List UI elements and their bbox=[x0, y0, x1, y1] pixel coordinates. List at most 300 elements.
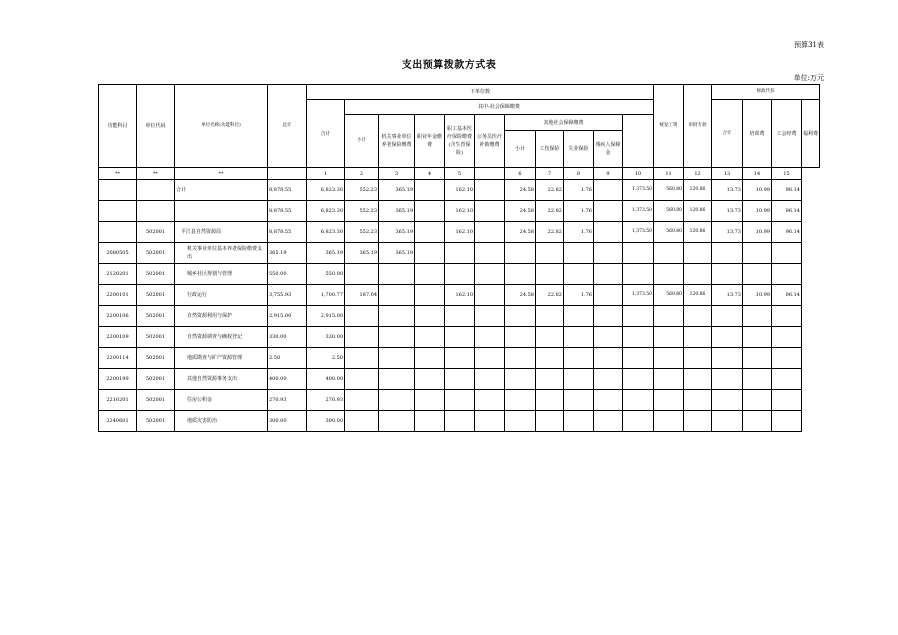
cell-disabled bbox=[594, 180, 623, 201]
cell-total: 270.93 bbox=[268, 390, 307, 411]
cell-ss-subtotal: 552.23 bbox=[345, 201, 379, 222]
cell-union bbox=[743, 348, 772, 369]
cell-injury: 22.82 bbox=[536, 285, 564, 306]
cell-unemployment bbox=[564, 327, 594, 348]
header-fiscal: 财政代扣 bbox=[712, 85, 820, 100]
cell-medical bbox=[445, 411, 475, 432]
cell-annuity bbox=[415, 201, 445, 222]
cell-unit-code: 502001 bbox=[137, 411, 175, 432]
cell-welfare bbox=[772, 369, 802, 390]
cell-direct-pay bbox=[623, 264, 654, 285]
cell-unemployment: 1.76 bbox=[564, 201, 594, 222]
cell-welfare: 96.14 bbox=[772, 180, 802, 201]
cell-civil-medical bbox=[475, 390, 505, 411]
seq-number: 3 bbox=[379, 168, 415, 180]
cell-medical bbox=[445, 243, 475, 264]
cell-union: 10.99 bbox=[743, 222, 772, 243]
cell-training bbox=[712, 390, 743, 411]
cell-ss-subtotal bbox=[345, 264, 379, 285]
cell-civil-medical bbox=[475, 285, 505, 306]
cell-review bbox=[654, 306, 684, 327]
cell-injury: 22.82 bbox=[536, 180, 564, 201]
cell-other-subtotal bbox=[505, 327, 536, 348]
cell-fiscal-total: 120.86 bbox=[684, 222, 712, 243]
cell-unemployment bbox=[564, 369, 594, 390]
cell-total: 2.50 bbox=[268, 348, 307, 369]
cell-fiscal-total bbox=[684, 411, 712, 432]
seq-empty bbox=[475, 168, 505, 180]
cell-welfare bbox=[772, 306, 802, 327]
cell-other-subtotal bbox=[505, 348, 536, 369]
header-fiscal-total: 合计 bbox=[712, 100, 743, 168]
table-row bbox=[99, 180, 820, 201]
cell-training bbox=[712, 243, 743, 264]
cell-welfare bbox=[772, 348, 802, 369]
cell-welfare bbox=[772, 390, 802, 411]
cell-annuity bbox=[415, 243, 445, 264]
cell-annuity bbox=[415, 411, 445, 432]
cell-func-code bbox=[99, 201, 137, 222]
cell-welfare bbox=[772, 264, 802, 285]
cell-pension bbox=[379, 327, 415, 348]
cell-ss-subtotal: 552.23 bbox=[345, 180, 379, 201]
cell-pension: 365.19 bbox=[379, 243, 415, 264]
form-number: 预算31表 bbox=[794, 41, 824, 49]
table-row bbox=[99, 285, 820, 306]
cell-training: 13.73 bbox=[712, 285, 743, 306]
header-pension: 机关事业单位养老保险缴费 bbox=[379, 115, 415, 168]
cell-unit-code: 502001 bbox=[137, 390, 175, 411]
seq-number: 14 bbox=[743, 168, 772, 180]
cell-sum: 270.93 bbox=[307, 390, 345, 411]
cell-unemployment: 1.76 bbox=[564, 285, 594, 306]
cell-ss-subtotal: 187.04 bbox=[345, 285, 379, 306]
cell-training bbox=[712, 327, 743, 348]
cell-func-code: 2210201 bbox=[99, 390, 137, 411]
cell-other-subtotal bbox=[505, 264, 536, 285]
cell-annuity bbox=[415, 222, 445, 243]
cell-fiscal-total bbox=[684, 306, 712, 327]
table-row bbox=[99, 390, 820, 411]
header-injury: 工伤保险 bbox=[536, 131, 564, 168]
cell-unit-name: 地质灾害防治 bbox=[175, 411, 268, 432]
cell-review bbox=[654, 348, 684, 369]
cell-fiscal-total bbox=[684, 243, 712, 264]
cell-unit-code bbox=[137, 180, 175, 201]
table-row bbox=[99, 369, 820, 390]
cell-total: 550.00 bbox=[268, 264, 307, 285]
cell-other-subtotal bbox=[505, 243, 536, 264]
cell-annuity bbox=[415, 264, 445, 285]
cell-pension bbox=[379, 369, 415, 390]
cell-medical bbox=[445, 348, 475, 369]
cell-injury bbox=[536, 264, 564, 285]
cell-union bbox=[743, 264, 772, 285]
table-row bbox=[99, 306, 820, 327]
seq-number: 11 bbox=[654, 168, 684, 180]
cell-func-code: 2080505 bbox=[99, 243, 137, 264]
cell-other-subtotal bbox=[505, 369, 536, 390]
cell-civil-medical bbox=[475, 411, 505, 432]
seq-number: 10 bbox=[623, 168, 654, 180]
header-civil-medical: 公务员医疗补助缴费 bbox=[475, 115, 505, 168]
seq-number: 4 bbox=[415, 168, 445, 180]
header-training: 培训费 bbox=[743, 100, 772, 168]
cell-pension bbox=[379, 348, 415, 369]
cell-pension: 365.19 bbox=[379, 180, 415, 201]
cell-medical: 162.10 bbox=[445, 201, 475, 222]
cell-training: 13.73 bbox=[712, 201, 743, 222]
cell-sum: 2,915.00 bbox=[307, 306, 345, 327]
cell-unemployment bbox=[564, 243, 594, 264]
cell-injury bbox=[536, 348, 564, 369]
cell-direct-pay bbox=[623, 348, 654, 369]
cell-total: 8,878.55 bbox=[268, 201, 307, 222]
cell-direct-pay: 1,373.50 bbox=[623, 201, 654, 222]
cell-other-subtotal: 24.58 bbox=[505, 222, 536, 243]
cell-pension bbox=[379, 285, 415, 306]
cell-unemployment bbox=[564, 264, 594, 285]
header-lower-units: 下单位数 bbox=[307, 85, 654, 100]
cell-annuity bbox=[415, 348, 445, 369]
cell-ss-subtotal bbox=[345, 369, 379, 390]
cell-pension bbox=[379, 264, 415, 285]
table-row bbox=[99, 222, 820, 243]
unit-label: 单位:万元 bbox=[793, 74, 824, 82]
cell-unit-code: 502001 bbox=[137, 348, 175, 369]
cell-fiscal-total bbox=[684, 327, 712, 348]
cell-ss-subtotal bbox=[345, 306, 379, 327]
header-total: 总计 bbox=[268, 85, 307, 168]
cell-civil-medical bbox=[475, 327, 505, 348]
cell-civil-medical bbox=[475, 348, 505, 369]
cell-pension bbox=[379, 306, 415, 327]
cell-ss-subtotal bbox=[345, 348, 379, 369]
cell-welfare bbox=[772, 327, 802, 348]
cell-review bbox=[654, 327, 684, 348]
cell-training bbox=[712, 306, 743, 327]
cell-union bbox=[743, 327, 772, 348]
cell-annuity bbox=[415, 306, 445, 327]
header-func-code: 功能科目 bbox=[99, 85, 137, 168]
cell-injury bbox=[536, 306, 564, 327]
cell-pension bbox=[379, 411, 415, 432]
cell-injury bbox=[536, 369, 564, 390]
cell-union: 10.99 bbox=[743, 285, 772, 306]
cell-pension: 365.19 bbox=[379, 222, 415, 243]
cell-unemployment: 1.76 bbox=[564, 180, 594, 201]
cell-fiscal-total bbox=[684, 390, 712, 411]
cell-unit-name: 住房公积金 bbox=[175, 390, 268, 411]
cell-sum: 300.00 bbox=[307, 411, 345, 432]
cell-injury bbox=[536, 243, 564, 264]
cell-total: 400.00 bbox=[268, 369, 307, 390]
header-unit-name: 单位名称(功能科目) bbox=[175, 85, 268, 168]
header-unit-code: 单位代码 bbox=[137, 85, 175, 168]
cell-civil-medical bbox=[475, 369, 505, 390]
cell-medical bbox=[445, 369, 475, 390]
cell-welfare bbox=[772, 411, 802, 432]
cell-sum: 6,823.30 bbox=[307, 222, 345, 243]
cell-unit-name bbox=[175, 201, 268, 222]
table-row bbox=[99, 201, 820, 222]
cell-union bbox=[743, 369, 772, 390]
table-row bbox=[99, 327, 820, 348]
cell-training: 13.73 bbox=[712, 222, 743, 243]
cell-unemployment bbox=[564, 348, 594, 369]
cell-unit-name: 合计 bbox=[175, 180, 268, 201]
seq-number: 1 bbox=[307, 168, 345, 180]
seq-star: ** bbox=[137, 168, 175, 180]
header-unemployment: 失业保险 bbox=[564, 131, 594, 168]
seq-star: ** bbox=[99, 168, 137, 180]
cell-welfare: 96.14 bbox=[772, 222, 802, 243]
cell-other-subtotal bbox=[505, 390, 536, 411]
header-review: 审批专款 bbox=[684, 85, 712, 168]
cell-total: 3,755.93 bbox=[268, 285, 307, 306]
cell-total: 365.19 bbox=[268, 243, 307, 264]
cell-func-code: 2240601 bbox=[99, 411, 137, 432]
cell-direct-pay: 1,373.50 bbox=[623, 285, 654, 306]
cell-fiscal-total: 120.86 bbox=[684, 201, 712, 222]
cell-union bbox=[743, 243, 772, 264]
cell-ss-subtotal: 365.19 bbox=[345, 243, 379, 264]
cell-total: 8,878.55 bbox=[268, 222, 307, 243]
cell-unit-code: 502001 bbox=[137, 306, 175, 327]
cell-func-code: 2120201 bbox=[99, 264, 137, 285]
cell-medical bbox=[445, 390, 475, 411]
cell-direct-pay bbox=[623, 411, 654, 432]
table-row bbox=[99, 348, 820, 369]
cell-annuity bbox=[415, 180, 445, 201]
header-medical: 职工基本医疗保险缴费(含生育保险) bbox=[445, 115, 475, 168]
cell-fiscal-total: 120.86 bbox=[684, 180, 712, 201]
cell-sum: 365.19 bbox=[307, 243, 345, 264]
cell-direct-pay bbox=[623, 327, 654, 348]
cell-unit-name: 行政运行 bbox=[175, 285, 268, 306]
seq-number: 6 bbox=[505, 168, 536, 180]
cell-union: 10.99 bbox=[743, 201, 772, 222]
cell-injury bbox=[536, 390, 564, 411]
table-row bbox=[99, 243, 820, 264]
cell-annuity bbox=[415, 327, 445, 348]
cell-review bbox=[654, 369, 684, 390]
cell-union bbox=[743, 306, 772, 327]
header-direct-pay: 统发工资 bbox=[654, 85, 684, 168]
cell-pension: 365.19 bbox=[379, 201, 415, 222]
cell-civil-medical bbox=[475, 201, 505, 222]
cell-civil-medical bbox=[475, 306, 505, 327]
cell-disabled bbox=[594, 327, 623, 348]
cell-unit-name: 自然资源调查与确权登记 bbox=[175, 327, 268, 348]
cell-unit-code: 502001 bbox=[137, 369, 175, 390]
cell-func-code: 2200101 bbox=[99, 285, 137, 306]
cell-disabled bbox=[594, 201, 623, 222]
cell-direct-pay: 1,373.50 bbox=[623, 180, 654, 201]
header-union: 工会经费 bbox=[772, 100, 802, 168]
cell-union: 10.99 bbox=[743, 180, 772, 201]
cell-sum: 550.00 bbox=[307, 264, 345, 285]
cell-unit-name: 自然资源利用与保护 bbox=[175, 306, 268, 327]
cell-fiscal-total bbox=[684, 264, 712, 285]
cell-medical: 162.10 bbox=[445, 180, 475, 201]
cell-func-code: 2200114 bbox=[99, 348, 137, 369]
cell-review: 560.80 bbox=[654, 285, 684, 306]
cell-other-subtotal bbox=[505, 411, 536, 432]
cell-injury: 22.82 bbox=[536, 222, 564, 243]
seq-number: 9 bbox=[594, 168, 623, 180]
cell-unemployment bbox=[564, 306, 594, 327]
cell-review bbox=[654, 411, 684, 432]
cell-total: 8,878.55 bbox=[268, 180, 307, 201]
header-annuity: 职业年金缴费 bbox=[415, 115, 445, 168]
cell-review bbox=[654, 243, 684, 264]
header-disabled: 残疾人保障金 bbox=[594, 131, 623, 168]
cell-other-subtotal: 24.58 bbox=[505, 285, 536, 306]
table-header bbox=[99, 85, 820, 180]
sequence-row bbox=[99, 168, 820, 180]
cell-func-code: 2200106 bbox=[99, 306, 137, 327]
table-row bbox=[99, 411, 820, 432]
cell-direct-pay: 1,373.50 bbox=[623, 222, 654, 243]
cell-annuity bbox=[415, 285, 445, 306]
seq-number: 12 bbox=[684, 168, 712, 180]
cell-ss-subtotal bbox=[345, 390, 379, 411]
cell-review bbox=[654, 390, 684, 411]
cell-fiscal-total bbox=[684, 348, 712, 369]
cell-func-code: 2200199 bbox=[99, 369, 137, 390]
page-title: 支出预算拨款方式表 bbox=[401, 60, 497, 71]
cell-sum: 330.00 bbox=[307, 327, 345, 348]
cell-disabled bbox=[594, 390, 623, 411]
cell-disabled bbox=[594, 285, 623, 306]
table-body bbox=[99, 180, 820, 432]
cell-review: 560.80 bbox=[654, 201, 684, 222]
cell-fiscal-total bbox=[684, 369, 712, 390]
cell-unit-name: 机关事业单位基本养老保险缴费支出 bbox=[175, 243, 268, 264]
cell-func-code: 2200109 bbox=[99, 327, 137, 348]
cell-ss-subtotal bbox=[345, 327, 379, 348]
seq-star: ** bbox=[175, 168, 268, 180]
cell-unit-code: 502001 bbox=[137, 285, 175, 306]
header-other-subtotal: 小计 bbox=[505, 131, 536, 168]
cell-welfare bbox=[772, 243, 802, 264]
cell-other-subtotal: 24.58 bbox=[505, 180, 536, 201]
seq-number: 13 bbox=[712, 168, 743, 180]
cell-training bbox=[712, 411, 743, 432]
cell-total: 330.00 bbox=[268, 327, 307, 348]
cell-unit-code: 502001 bbox=[137, 327, 175, 348]
cell-sum: 6,823.30 bbox=[307, 180, 345, 201]
cell-unit-name: 城乡社区规划与管理 bbox=[175, 264, 268, 285]
cell-disabled bbox=[594, 222, 623, 243]
table-row bbox=[99, 264, 820, 285]
cell-sum: 1,700.77 bbox=[307, 285, 345, 306]
header-subtotal-all: 合计 bbox=[307, 100, 345, 168]
cell-annuity bbox=[415, 390, 445, 411]
cell-func-code bbox=[99, 222, 137, 243]
cell-other-subtotal bbox=[505, 306, 536, 327]
cell-func-code bbox=[99, 180, 137, 201]
cell-medical: 162.10 bbox=[445, 285, 475, 306]
cell-unemployment: 1.76 bbox=[564, 222, 594, 243]
cell-total: 2,915.00 bbox=[268, 306, 307, 327]
cell-civil-medical bbox=[475, 243, 505, 264]
cell-disabled bbox=[594, 348, 623, 369]
cell-injury bbox=[536, 411, 564, 432]
cell-injury: 22.82 bbox=[536, 201, 564, 222]
header-other-ss: 其他社会保障缴费 bbox=[505, 115, 623, 131]
cell-disabled bbox=[594, 306, 623, 327]
cell-review bbox=[654, 264, 684, 285]
cell-unit-code: 502001 bbox=[137, 264, 175, 285]
cell-training bbox=[712, 264, 743, 285]
cell-unit-code: 502001 bbox=[137, 222, 175, 243]
cell-unit-code bbox=[137, 201, 175, 222]
cell-sum: 6,823.30 bbox=[307, 201, 345, 222]
cell-training bbox=[712, 348, 743, 369]
cell-injury bbox=[536, 327, 564, 348]
seq-number: 5 bbox=[445, 168, 475, 180]
cell-sum: 2.50 bbox=[307, 348, 345, 369]
cell-annuity bbox=[415, 369, 445, 390]
cell-sum: 400.00 bbox=[307, 369, 345, 390]
cell-pension bbox=[379, 390, 415, 411]
cell-review: 560.80 bbox=[654, 180, 684, 201]
header-ss-subtotal: 小计 bbox=[345, 115, 379, 168]
seq-empty bbox=[268, 168, 307, 180]
cell-civil-medical bbox=[475, 180, 505, 201]
cell-direct-pay bbox=[623, 306, 654, 327]
cell-civil-medical bbox=[475, 222, 505, 243]
cell-medical bbox=[445, 306, 475, 327]
cell-unit-name: 其他自然资源事务支出 bbox=[175, 369, 268, 390]
cell-medical bbox=[445, 264, 475, 285]
cell-welfare: 96.14 bbox=[772, 285, 802, 306]
cell-welfare: 96.14 bbox=[772, 201, 802, 222]
cell-union bbox=[743, 390, 772, 411]
cell-union bbox=[743, 411, 772, 432]
cell-unemployment bbox=[564, 411, 594, 432]
header-welfare: 福利费 bbox=[802, 100, 820, 168]
cell-review: 560.80 bbox=[654, 222, 684, 243]
cell-medical: 162.10 bbox=[445, 222, 475, 243]
budget-table bbox=[98, 84, 820, 432]
cell-direct-pay bbox=[623, 243, 654, 264]
cell-civil-medical bbox=[475, 264, 505, 285]
cell-unit-name: 地质勘查与矿产资源管理 bbox=[175, 348, 268, 369]
cell-ss-subtotal bbox=[345, 411, 379, 432]
cell-disabled bbox=[594, 369, 623, 390]
cell-unemployment bbox=[564, 390, 594, 411]
cell-medical bbox=[445, 327, 475, 348]
cell-disabled bbox=[594, 411, 623, 432]
cell-unit-code: 502001 bbox=[137, 243, 175, 264]
cell-disabled bbox=[594, 264, 623, 285]
cell-other-subtotal: 24.58 bbox=[505, 201, 536, 222]
cell-training bbox=[712, 369, 743, 390]
cell-disabled bbox=[594, 243, 623, 264]
cell-direct-pay bbox=[623, 369, 654, 390]
seq-number: 7 bbox=[536, 168, 564, 180]
seq-number: 8 bbox=[564, 168, 594, 180]
seq-number: 15 bbox=[772, 168, 802, 180]
cell-ss-subtotal: 552.23 bbox=[345, 222, 379, 243]
seq-number: 2 bbox=[345, 168, 379, 180]
cell-total: 300.00 bbox=[268, 411, 307, 432]
cell-unit-name: 平江县自然资源局 bbox=[175, 222, 268, 243]
cell-training: 13.73 bbox=[712, 180, 743, 201]
